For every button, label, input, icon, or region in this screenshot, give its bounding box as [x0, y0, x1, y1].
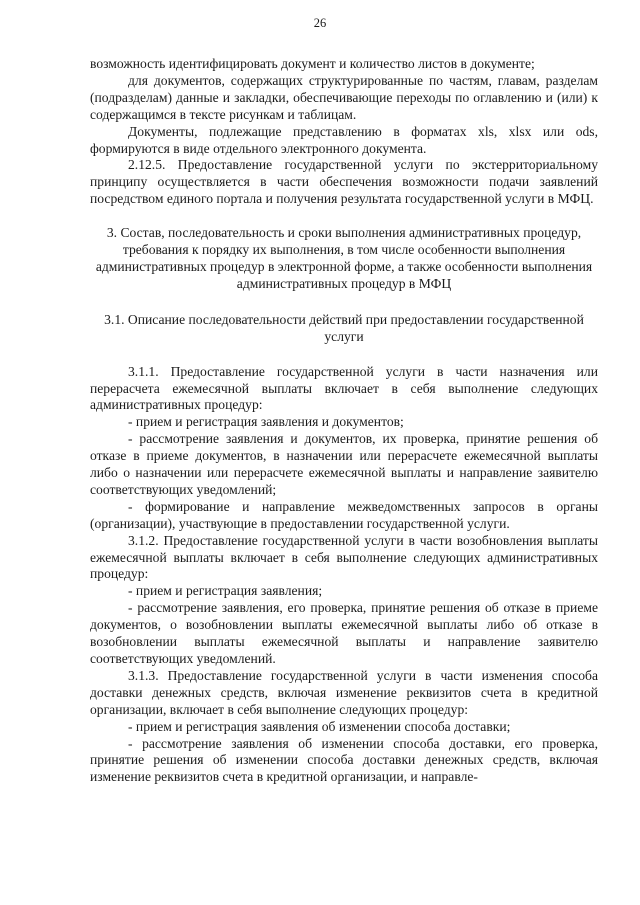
paragraph: 3.1.2. Предоставление государственной услуги в части возобновления выплаты ежемесячной выплаты включает в себя выполнение следующих административных процедур: [90, 532, 598, 582]
paragraph: - рассмотрение заявления, его проверка, принятие решения об отказе в приеме документов, о возобновлении выплаты ежемесячной выплаты либо об отказе в возобновлении выплаты ежемесячной выплаты и направление заявителю соответствующих уведомлений. [90, 600, 598, 666]
spacer [90, 293, 598, 312]
spacer [90, 346, 598, 364]
paragraph: возможность идентифицировать документ и количество листов в документе; [90, 56, 535, 71]
paragraph: - рассмотрение заявления и документов, их проверка, принятие решения об отказе в приеме документов, в назначении или перерасчете ежемесячной выплаты либо о назначении или перерасчете ежемесячной выплаты и направление заявителю соответствующих уведомлений; [90, 431, 598, 497]
paragraph: 3.1.3. Предоставление государственной услуги в части изменения способа доставки денежных средств, включая изменение реквизитов счета в кредитной организации, включает в себя выполнение следующих процедур: [90, 667, 598, 717]
paragraph: - рассмотрение заявления об изменении способа доставки, его проверка, принятие решения об изменении способа доставки денежных средств, включая изменение реквизитов счета в кредитной организации, и направле- [90, 735, 598, 785]
paragraph: для документов, содержащих структурированные по частям, главам, разделам (подразделам) данные и закладки, обеспечивающие переходы по оглавлению и (или) к содержащимся в тексте рисункам и таблицам. [90, 72, 598, 122]
paragraph: Документы, подлежащие представлению в форматах xls, xlsx или ods, формируются в виде отдельного электронного документа. [90, 123, 598, 156]
paragraph: 3.1.1. Предоставление государственной услуги в части назначения или перерасчета ежемесячной выплаты включает в себя выполнение следующих административных процедур: [90, 363, 598, 413]
section-heading: 3. Состав, последовательность и сроки выполнения административных процедур, требования к порядку их выполнения, в том числе особенности выполнения административных процедур в электронной форме, а также особенности выполнения административных процедур в МФЦ [95, 225, 593, 291]
paragraph: - прием и регистрация заявления; [128, 583, 323, 599]
paragraph: - прием и регистрация заявления об изменении способа доставки; [128, 718, 511, 734]
section-heading: 3.1. Описание последовательности действий при предоставлении государственной услуги [104, 311, 584, 344]
paragraph: 2.12.5. Предоставление государственной услуги по экстерриториальному принципу осуществляется в части обеспечения возможности подачи заявлений посредством единого портала и получения результата государственной услуги в МФЦ. [90, 157, 598, 207]
paragraph: - формирование и направление межведомственных запросов в органы (организации), участвующие в предоставлении государственной услуги. [90, 498, 598, 531]
page-number: 26 [313, 16, 327, 30]
document-body [90, 56, 598, 786]
spacer [90, 208, 598, 225]
paragraph: - прием и регистрация заявления и документов; [128, 414, 404, 430]
